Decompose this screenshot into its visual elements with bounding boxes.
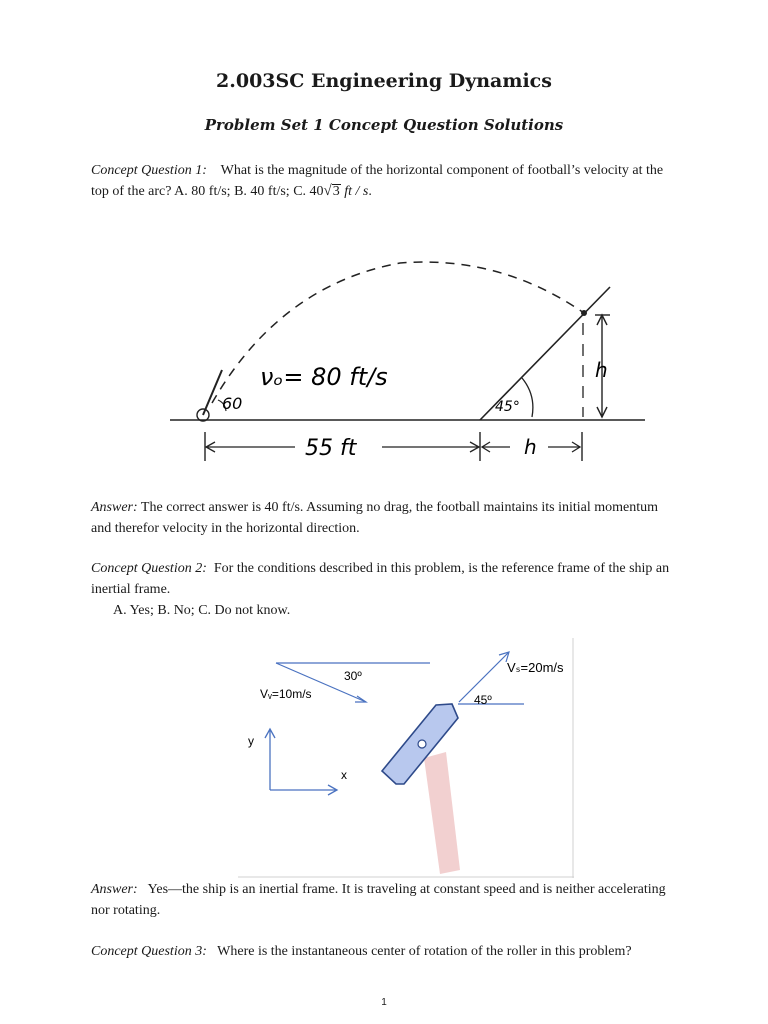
initial-velocity-label: νₒ= 80 ft/s [260, 363, 388, 391]
answer-2-label: Answer [91, 882, 133, 897]
document-subtitle: Problem Set 1 Concept Question Solutions [204, 116, 564, 134]
height-label: h [595, 358, 608, 382]
base-label: h [524, 435, 537, 459]
page-number: 1 [381, 997, 387, 1008]
football-trajectory-figure [170, 245, 650, 475]
ship-center-icon [418, 740, 426, 748]
answer-1: Answer: The correct answer is 40 ft/s. Assuming no drag, the football maintains its initial momentum and therefor velocity in the horizontal direction. [91, 500, 659, 536]
option-c-unit: ft / s [344, 184, 369, 199]
ship-wake [424, 752, 460, 874]
y-axis-label: y [248, 734, 254, 748]
question-2-text: For the conditions described in this problem, is the reference frame of the ship an inertial frame. [91, 561, 670, 597]
question-1: Concept Question 1: What is the magnitude of the horizontal component of football’s velocity at the top of the arc? A. 80 ft/s; B. 40 ft/s; C. 40√3 ft / s. [91, 163, 664, 199]
answer-1-label: Answer [91, 500, 133, 515]
wind-speed-label: Vᵥ=10m/s [260, 687, 312, 701]
football-icon [581, 310, 587, 316]
ramp-angle-arc [522, 378, 533, 417]
answer-1-text: The correct answer is 40 ft/s. Assuming no drag, the football maintains its initial momentum and therefor velocity in the horizontal direction. [91, 500, 659, 536]
launch-vector [203, 370, 222, 415]
radical-icon: √ [323, 183, 332, 199]
question-2: Concept Question 2: For the conditions described in this problem, is the reference frame of the ship an inertial frame. A. Yes; B. No; C. Do not know. [91, 558, 681, 621]
wind-angle-label: 30º [344, 669, 362, 683]
wind-arrow-icon [355, 696, 366, 702]
distance-label: 55 ft [305, 436, 357, 461]
option-c-coefficient: 40 [309, 184, 324, 199]
question-1-label: Concept Question 1 [91, 163, 203, 178]
question-1-text: What is the magnitude of the horizontal component of football’s velocity at the top of the arc? A. 80 ft/s; B. 40 ft/s; C. [91, 163, 664, 199]
question-3: Concept Question 3: Where is the instantaneous center of rotation of the roller in this problem? [91, 944, 632, 959]
document-title: 2.003SC Engineering Dynamics [216, 70, 552, 92]
question-3-text: Where is the instantaneous center of rotation of the roller in this problem? [217, 944, 632, 959]
answer-2-text: Yes—the ship is an inertial frame. It is traveling at constant speed and is neither accelerating nor rotating. [91, 882, 666, 918]
question-2-options: A. Yes; B. No; C. Do not know. [113, 603, 291, 618]
question-2-label: Concept Question 2 [91, 561, 203, 576]
ship-speed-label: Vₛ=20m/s [507, 660, 564, 675]
ramp-angle-label: 45° [495, 399, 520, 415]
question-3-label: Concept Question 3 [91, 944, 203, 959]
ship-frame-figure [238, 638, 574, 878]
launch-angle-label: 60 [222, 394, 243, 413]
x-axis-label: x [341, 768, 347, 782]
answer-2: Answer: Yes—the ship is an inertial frame. It is traveling at constant speed and is neither accelerating nor rotating. [91, 882, 666, 918]
ship-angle-label: 45º [474, 693, 492, 707]
option-c-root: 3 [332, 184, 340, 199]
